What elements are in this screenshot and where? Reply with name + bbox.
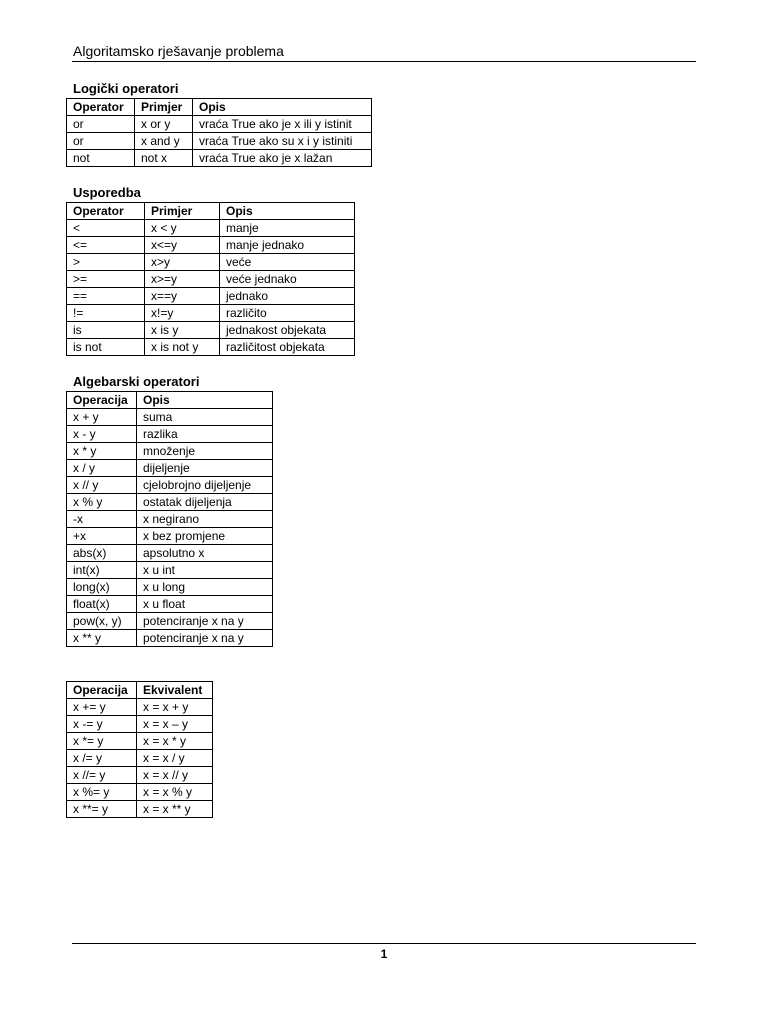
section-title-algebraic: Algebarski operatori (73, 374, 200, 389)
table-row (67, 254, 355, 271)
table-cell: dijeljenje (137, 460, 273, 477)
table-row (67, 613, 273, 630)
table-cell: x<=y (145, 237, 220, 254)
table-cell: >= (67, 271, 145, 288)
table-cell: x is y (145, 322, 220, 339)
table-cell: ostatak dijeljenja (137, 494, 273, 511)
table-header-row (67, 392, 273, 409)
table-row (67, 596, 273, 613)
column-header: Primjer (135, 99, 193, 116)
column-header: Operator (67, 203, 145, 220)
table-cell: != (67, 305, 145, 322)
page-header-title: Algoritamsko rješavanje problema (73, 43, 284, 59)
table-cell: x = x / y (137, 750, 213, 767)
table-row (67, 305, 355, 322)
table-row (67, 116, 372, 133)
table-cell: or (67, 133, 135, 150)
column-header: Opis (137, 392, 273, 409)
logical-operators-table (66, 98, 372, 167)
table-cell: x // y (67, 477, 137, 494)
table-cell: apsolutno x (137, 545, 273, 562)
algebraic-operators-table (66, 391, 273, 647)
table-cell: x u long (137, 579, 273, 596)
table-row (67, 750, 213, 767)
table-cell: not x (135, 150, 193, 167)
section-title-logical: Logički operatori (73, 81, 179, 96)
table-row (67, 288, 355, 305)
column-header: Opis (220, 203, 355, 220)
table-cell: razlika (137, 426, 273, 443)
table-cell: x = x ** y (137, 801, 213, 818)
table-cell: not (67, 150, 135, 167)
table-cell: x + y (67, 409, 137, 426)
table-cell: +x (67, 528, 137, 545)
page-number: 1 (380, 947, 388, 961)
table-cell: x = x % y (137, 784, 213, 801)
table-row (67, 733, 213, 750)
table-cell: int(x) (67, 562, 137, 579)
column-header: Opis (193, 99, 372, 116)
table-header-row (67, 682, 213, 699)
table-cell: x -= y (67, 716, 137, 733)
table-cell: long(x) (67, 579, 137, 596)
table-cell: x u int (137, 562, 273, 579)
table-cell: x < y (145, 220, 220, 237)
table-cell: x = x * y (137, 733, 213, 750)
column-header: Operator (67, 99, 135, 116)
table-row (67, 220, 355, 237)
table-cell: x==y (145, 288, 220, 305)
table-cell: x *= y (67, 733, 137, 750)
table-row (67, 545, 273, 562)
table-cell: cjelobrojno dijeljenje (137, 477, 273, 494)
table-cell: vraća True ako su x i y istiniti (193, 133, 372, 150)
table-row (67, 699, 213, 716)
table-header-row (67, 203, 355, 220)
table-cell: suma (137, 409, 273, 426)
table-cell: x>=y (145, 271, 220, 288)
table-cell: abs(x) (67, 545, 137, 562)
table-cell: > (67, 254, 145, 271)
table-cell: x //= y (67, 767, 137, 784)
table-cell: < (67, 220, 145, 237)
table-cell: x negirano (137, 511, 273, 528)
table-row (67, 339, 355, 356)
table-cell: jednako (220, 288, 355, 305)
table-cell: vraća True ako je x ili y istinit (193, 116, 372, 133)
table-row (67, 630, 273, 647)
table-cell: x and y (135, 133, 193, 150)
table-row (67, 579, 273, 596)
table-row (67, 801, 213, 818)
table-cell: x - y (67, 426, 137, 443)
section-title-comparison: Usporedba (73, 185, 141, 200)
table-cell: množenje (137, 443, 273, 460)
table-cell: x / y (67, 460, 137, 477)
table-cell: x += y (67, 699, 137, 716)
table-cell: pow(x, y) (67, 613, 137, 630)
table-cell: x /= y (67, 750, 137, 767)
table-cell: x = x // y (137, 767, 213, 784)
table-cell: potenciranje x na y (137, 630, 273, 647)
table-header-row (67, 99, 372, 116)
table-cell: is not (67, 339, 145, 356)
column-header: Primjer (145, 203, 220, 220)
table-cell: manje (220, 220, 355, 237)
column-header: Operacija (67, 682, 137, 699)
table-cell: vraća True ako je x lažan (193, 150, 372, 167)
table-row (67, 443, 273, 460)
table-cell: <= (67, 237, 145, 254)
table-row (67, 784, 213, 801)
table-row (67, 562, 273, 579)
table-row (67, 511, 273, 528)
column-header: Operacija (67, 392, 137, 409)
table-row (67, 767, 213, 784)
table-row (67, 494, 273, 511)
table-cell: x bez promjene (137, 528, 273, 545)
table-cell: == (67, 288, 145, 305)
table-cell: or (67, 116, 135, 133)
table-cell: x is not y (145, 339, 220, 356)
table-row (67, 133, 372, 150)
table-cell: jednakost objekata (220, 322, 355, 339)
table-cell: x ** y (67, 630, 137, 647)
table-cell: potenciranje x na y (137, 613, 273, 630)
table-cell: x = x + y (137, 699, 213, 716)
table-row (67, 477, 273, 494)
table-cell: x % y (67, 494, 137, 511)
table-row (67, 460, 273, 477)
column-header: Ekvivalent (137, 682, 213, 699)
table-cell: -x (67, 511, 137, 528)
table-row (67, 271, 355, 288)
table-cell: x = x – y (137, 716, 213, 733)
table-row (67, 237, 355, 254)
table-row (67, 150, 372, 167)
table-cell: is (67, 322, 145, 339)
table-cell: x or y (135, 116, 193, 133)
table-row (67, 716, 213, 733)
table-cell: x>y (145, 254, 220, 271)
header-divider (72, 61, 696, 62)
table-cell: manje jednako (220, 237, 355, 254)
table-cell: float(x) (67, 596, 137, 613)
comparison-table (66, 202, 355, 356)
table-cell: različito (220, 305, 355, 322)
table-cell: veće (220, 254, 355, 271)
footer-divider (72, 943, 696, 944)
table-cell: različitost objekata (220, 339, 355, 356)
assignment-operators-table (66, 681, 213, 818)
table-row (67, 528, 273, 545)
table-cell: veće jednako (220, 271, 355, 288)
table-cell: x %= y (67, 784, 137, 801)
table-row (67, 409, 273, 426)
table-row (67, 426, 273, 443)
table-cell: x!=y (145, 305, 220, 322)
table-cell: x **= y (67, 801, 137, 818)
table-cell: x * y (67, 443, 137, 460)
table-cell: x u float (137, 596, 273, 613)
table-row (67, 322, 355, 339)
